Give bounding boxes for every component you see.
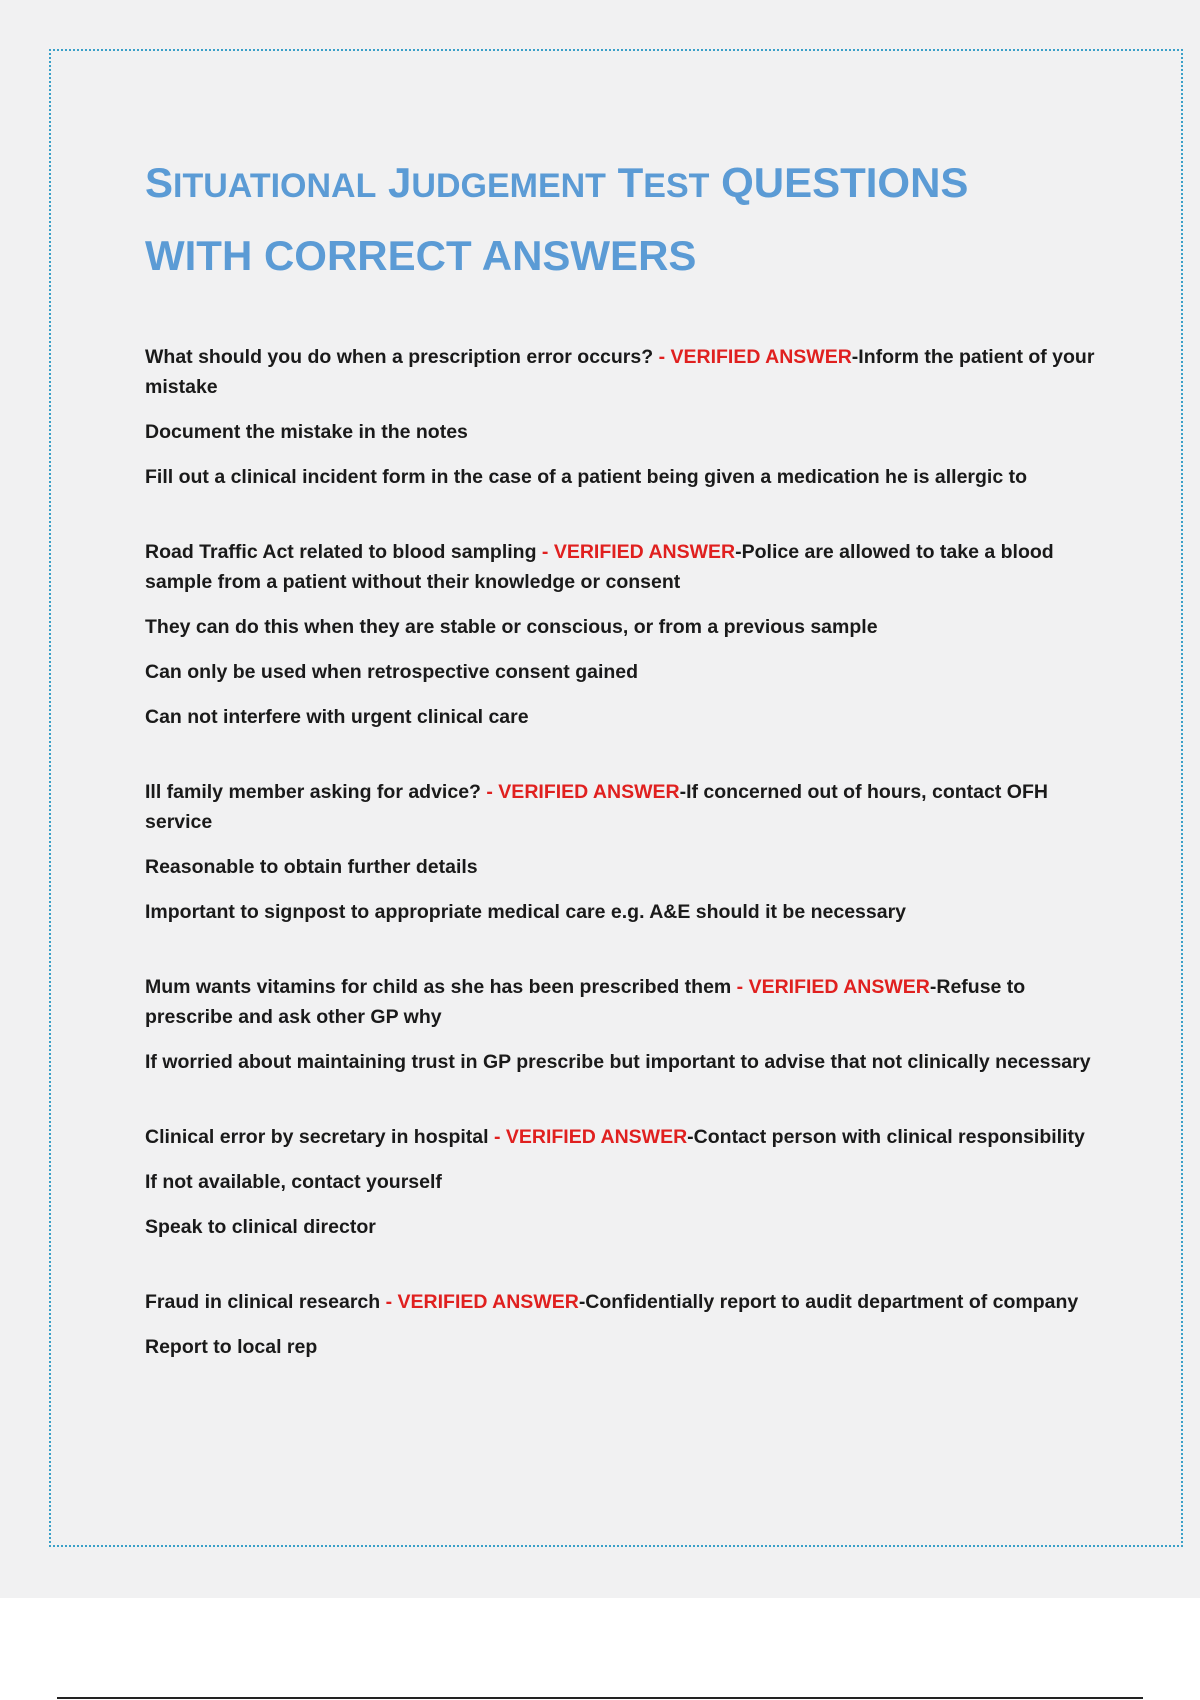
answer-detail: They can do this when they are stable or conscious, or from a previous sample <box>145 616 878 638</box>
answer-detail: Can not interfere with urgent clinical care <box>145 706 529 728</box>
verified-label: - VERIFIED ANSWER <box>493 1126 688 1148</box>
answer-detail: Can only be used when retrospective consent gained <box>145 661 639 683</box>
answer-text: -If concerned out of hours, contact OFH service <box>145 781 1048 833</box>
answer-text: -Contact person with clinical responsibility <box>687 1126 1085 1148</box>
answer-detail: If not available, contact yourself <box>145 1171 442 1193</box>
qa-list <box>145 342 1095 1407</box>
question-text: What should you do when a prescription error occurs? <box>145 346 654 368</box>
verified-label: - VERIFIED ANSWER <box>736 976 930 998</box>
document-title <box>145 148 1105 291</box>
qa-item <box>145 972 1095 1077</box>
qa-item <box>145 777 1095 927</box>
question-text: Road Traffic Act related to blood sampling <box>145 541 537 563</box>
verified-label: - VERIFIED ANSWER <box>541 541 736 563</box>
answer-text: -Police are allowed to take a blood sample from a patient without their knowledge or consent <box>145 541 1054 593</box>
title-word-3: TEST <box>617 159 710 206</box>
verified-label: - VERIFIED ANSWER <box>658 346 852 368</box>
qa-question-line <box>145 342 1095 402</box>
question-text: Ill family member asking for advice? <box>145 781 481 803</box>
answer-detail: If worried about maintaining trust in GP prescribe but important to advise that not clinically necessary <box>145 1051 1091 1073</box>
title-line-2: WITH CORRECT ANSWERS <box>145 232 697 279</box>
verified-label: - VERIFIED ANSWER <box>486 781 680 803</box>
title-word-4: QUESTIONS <box>721 159 969 206</box>
answer-detail: Reasonable to obtain further details <box>145 856 478 878</box>
question-text: Fraud in clinical research <box>145 1291 381 1313</box>
answer-detail: Speak to clinical director <box>145 1216 376 1238</box>
answer-text: -Confidentially report to audit department of company <box>578 1291 1079 1313</box>
qa-item <box>145 537 1095 732</box>
qa-item <box>145 1287 1095 1362</box>
qa-item <box>145 342 1095 492</box>
question-text: Clinical error by secretary in hospital <box>145 1126 489 1148</box>
title-word-1: SITUATIONAL <box>145 159 377 206</box>
title-word-2: JUDGEMENT <box>388 159 606 206</box>
answer-detail: Report to local rep <box>145 1336 318 1358</box>
qa-question-line <box>145 1122 1095 1152</box>
answer-detail: Important to signpost to appropriate medical care e.g. A&E should it be necessary <box>145 901 907 923</box>
answer-text: -Refuse to prescribe and ask other GP why <box>145 976 1026 1028</box>
footer-rule <box>57 1697 1143 1699</box>
qa-question-line <box>145 777 1095 837</box>
answer-text: -Inform the patient of your mistake <box>145 346 1095 398</box>
qa-item <box>145 1122 1095 1242</box>
verified-label: - VERIFIED ANSWER <box>385 1291 579 1313</box>
answer-detail: Document the mistake in the notes <box>145 421 468 443</box>
question-text: Mum wants vitamins for child as she has been prescribed them <box>145 976 732 998</box>
qa-question-line <box>145 972 1095 1032</box>
answer-detail: Fill out a clinical incident form in the case of a patient being given a medication he is allergic to <box>145 466 1028 488</box>
qa-question-line <box>145 537 1095 597</box>
qa-question-line <box>145 1287 1095 1317</box>
